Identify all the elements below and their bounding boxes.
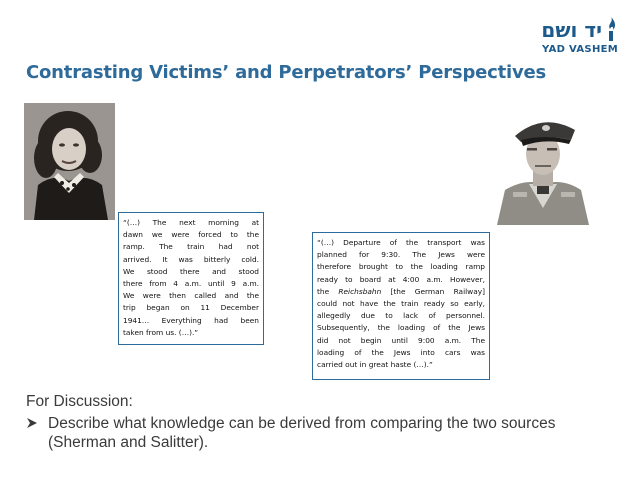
quote-line bbox=[317, 286, 485, 298]
quote-line: Subsequently, the loading of the Jews bbox=[317, 323, 485, 333]
discussion-section bbox=[26, 392, 596, 452]
quote-box-sherman bbox=[118, 212, 264, 345]
officer-portrait-image bbox=[491, 104, 592, 225]
flame-icon bbox=[604, 16, 618, 42]
quote-line: arrived. It was bitterly cold. bbox=[123, 254, 259, 264]
quote-line: dawn we were forced to the bbox=[123, 230, 259, 240]
discussion-question: Describe what knowledge can be derived from comparing the two sources (Sherman and Salitter). bbox=[48, 415, 556, 451]
quote-line: We stood there and stood bbox=[123, 266, 259, 276]
woman-portrait-image bbox=[24, 103, 115, 220]
quote-line: planned for 9:30. The Jews were bbox=[317, 250, 485, 260]
quote-text: the bbox=[317, 286, 339, 296]
logo-hebrew-text: יד ושם bbox=[541, 18, 602, 42]
arrow-bullet-icon bbox=[26, 414, 48, 452]
quote-line: loading of the Jews into cars was bbox=[317, 347, 485, 357]
portrait-photo-left bbox=[24, 103, 115, 220]
quote-line: ready to board at 4:00 a.m. However, bbox=[317, 274, 485, 284]
logo-english-text: YAD VASHEM bbox=[542, 44, 618, 55]
quote-line: “(…) Departure of the transport was bbox=[317, 238, 485, 247]
discussion-heading: For Discussion: bbox=[26, 393, 133, 410]
yad-vashem-logo bbox=[540, 16, 620, 60]
quote-line: taken from us. (…).” bbox=[123, 327, 199, 337]
discussion-bullet bbox=[26, 414, 596, 452]
quote-line: We were then called and the bbox=[123, 291, 259, 301]
quote-line: allegedly due to lack of personnel. bbox=[317, 311, 485, 321]
quote-line: “(…) The next morning at bbox=[123, 218, 259, 227]
quote-line: carried out in great haste (…).” bbox=[317, 360, 433, 370]
reichsbahn-italic: Reichsbahn bbox=[338, 286, 382, 296]
quote-line: there from 4 a.m. until 9 a.m. bbox=[123, 279, 259, 289]
quote-line: ramp. The train had not bbox=[123, 242, 259, 252]
quote-text: [the German Railway] bbox=[381, 286, 486, 296]
quote-line: did not begin until 9:00 a.m. The bbox=[317, 335, 485, 345]
quote-line: therefore brought to the loading ramp bbox=[317, 262, 485, 272]
quote-line: trip began on 11 December bbox=[123, 303, 259, 313]
portrait-photo-right bbox=[491, 104, 592, 225]
slide-title: Contrasting Victims’ and Perpetrators’ Perspectives bbox=[26, 62, 547, 83]
quote-line: could not have the train ready so early, bbox=[317, 299, 485, 309]
quote-line: 1941… Everything had been bbox=[123, 315, 259, 325]
quote-box-salitter bbox=[312, 232, 490, 380]
